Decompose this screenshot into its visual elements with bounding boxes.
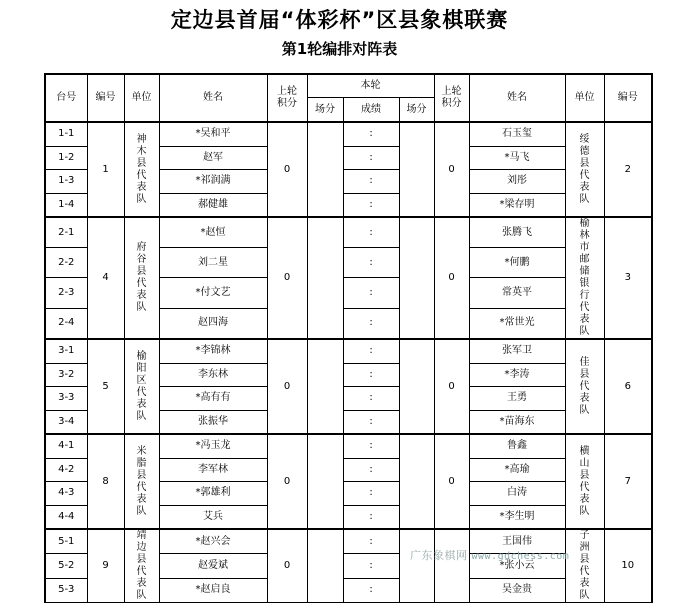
result-cell: : bbox=[343, 387, 399, 411]
header-unit-right: 单位 bbox=[565, 74, 604, 122]
right-prev-score: 0 bbox=[434, 339, 469, 434]
left-prev-score: 0 bbox=[267, 217, 307, 339]
left-team-unit bbox=[124, 529, 159, 603]
right-team-unit bbox=[565, 434, 604, 529]
right-match-score bbox=[399, 122, 434, 217]
right-player-name: 常英平 bbox=[469, 278, 565, 308]
right-prev-score bbox=[434, 529, 469, 603]
left-team-unit-text: 神木县代表队 bbox=[136, 133, 147, 205]
table-row bbox=[45, 122, 652, 146]
left-player-name: 赵四海 bbox=[159, 308, 267, 339]
page-title: 定边县首届“体彩杯”区县象棋联赛 bbox=[170, 8, 509, 32]
right-team-number: 7 bbox=[604, 434, 652, 529]
board-cell: 1-3 bbox=[45, 170, 87, 194]
left-match-score bbox=[307, 434, 343, 529]
left-team-number: 5 bbox=[87, 339, 124, 434]
right-prev-score: 0 bbox=[434, 434, 469, 529]
right-player-name: *梁存明 bbox=[469, 193, 565, 217]
left-player-name: *吴和平 bbox=[159, 122, 267, 146]
right-team-unit-text: 佳县代表队 bbox=[579, 356, 590, 416]
right-player-name: *马飞 bbox=[469, 146, 565, 170]
header-board: 台号 bbox=[45, 74, 87, 122]
board-cell: 3-4 bbox=[45, 410, 87, 434]
result-cell: : bbox=[343, 578, 399, 602]
header-score-left: 场分 bbox=[307, 98, 343, 123]
left-player-name: 刘二星 bbox=[159, 248, 267, 278]
right-team-number: 2 bbox=[604, 122, 652, 217]
board-cell: 1-1 bbox=[45, 122, 87, 146]
header-number-right: 编号 bbox=[604, 74, 652, 122]
result-cell: : bbox=[343, 308, 399, 339]
left-player-name: 赵军 bbox=[159, 146, 267, 170]
watermark bbox=[410, 547, 569, 563]
header-row bbox=[45, 74, 652, 98]
board-cell: 4-3 bbox=[45, 482, 87, 506]
left-team-unit bbox=[124, 339, 159, 434]
board-cell: 3-1 bbox=[45, 339, 87, 363]
left-team-number: 9 bbox=[87, 529, 124, 603]
right-team-unit-text: 榆林市邮储银行代表队 bbox=[579, 218, 590, 337]
left-player-name: 李东林 bbox=[159, 363, 267, 387]
page-subtitle: 第1轮编排对阵表 bbox=[281, 40, 398, 58]
left-team-unit bbox=[124, 217, 159, 339]
right-team-unit bbox=[565, 529, 604, 603]
header-unit-left: 单位 bbox=[124, 74, 159, 122]
watermark-site: 广东象棋网 bbox=[410, 549, 468, 562]
header-number-left: 编号 bbox=[87, 74, 124, 122]
left-player-name: 艾兵 bbox=[159, 505, 267, 529]
board-cell: 4-1 bbox=[45, 434, 87, 458]
right-team-unit-text: 横山县代表队 bbox=[579, 445, 590, 517]
board-cell: 5-3 bbox=[45, 578, 87, 602]
pairing-table bbox=[44, 73, 653, 603]
right-team-unit-text: 子洲县代表队 bbox=[579, 530, 590, 601]
left-team-number: 8 bbox=[87, 434, 124, 529]
board-cell: 1-4 bbox=[45, 193, 87, 217]
left-team-unit-text: 靖边县代表队 bbox=[136, 530, 147, 601]
right-player-name: 鲁鑫 bbox=[469, 434, 565, 458]
right-prev-score: 0 bbox=[434, 217, 469, 339]
left-prev-score: 0 bbox=[267, 122, 307, 217]
board-cell: 2-4 bbox=[45, 308, 87, 339]
result-cell: : bbox=[343, 278, 399, 308]
left-player-name: *郭雄利 bbox=[159, 482, 267, 506]
right-match-score bbox=[399, 434, 434, 529]
left-player-name: *付文艺 bbox=[159, 278, 267, 308]
left-player-name: *赵兴会 bbox=[159, 529, 267, 554]
result-cell: : bbox=[343, 217, 399, 248]
left-team-unit-text: 米脂县代表队 bbox=[136, 445, 147, 517]
result-cell: : bbox=[343, 339, 399, 363]
right-match-score bbox=[399, 339, 434, 434]
board-cell: 4-2 bbox=[45, 458, 87, 482]
left-player-name: 郝健雄 bbox=[159, 193, 267, 217]
result-cell: : bbox=[343, 363, 399, 387]
header-this-round: 本轮 bbox=[307, 74, 434, 98]
right-player-name: 白涛 bbox=[469, 482, 565, 506]
right-player-name: 石玉玺 bbox=[469, 122, 565, 146]
left-team-unit bbox=[124, 434, 159, 529]
result-cell: : bbox=[343, 193, 399, 217]
left-player-name: *赵启良 bbox=[159, 578, 267, 602]
left-team-unit-text: 榆阳区代表队 bbox=[136, 350, 147, 422]
result-cell: : bbox=[343, 529, 399, 554]
header-prev-score-left: 上轮积分 bbox=[267, 74, 307, 122]
table-row bbox=[45, 434, 652, 458]
right-team-number: 3 bbox=[604, 217, 652, 339]
right-player-name: 王国伟 bbox=[469, 529, 565, 554]
left-match-score bbox=[307, 529, 343, 603]
result-cell: : bbox=[343, 146, 399, 170]
left-player-name: 张振华 bbox=[159, 410, 267, 434]
left-player-name: 赵爱斌 bbox=[159, 554, 267, 578]
right-player-name: *高瑜 bbox=[469, 458, 565, 482]
right-match-score bbox=[399, 217, 434, 339]
left-team-unit-text: 府谷县代表队 bbox=[136, 242, 147, 313]
right-match-score bbox=[399, 529, 434, 603]
right-team-number: 10 bbox=[604, 529, 652, 603]
right-team-unit-text: 绥德县代表队 bbox=[579, 133, 590, 205]
left-player-name: 李军林 bbox=[159, 458, 267, 482]
result-cell: : bbox=[343, 410, 399, 434]
board-cell: 5-2 bbox=[45, 554, 87, 578]
left-team-number: 4 bbox=[87, 217, 124, 339]
header-name-left: 姓名 bbox=[159, 74, 267, 122]
right-player-name: *何鹏 bbox=[469, 248, 565, 278]
result-cell: : bbox=[343, 170, 399, 194]
result-cell: : bbox=[343, 482, 399, 506]
right-player-name: 刘彤 bbox=[469, 170, 565, 194]
left-player-name: *祁润满 bbox=[159, 170, 267, 194]
table-row bbox=[45, 339, 652, 363]
right-team-number: 6 bbox=[604, 339, 652, 434]
table-row bbox=[45, 217, 652, 248]
right-player-name: 张腾飞 bbox=[469, 217, 565, 248]
left-player-name: *高有有 bbox=[159, 387, 267, 411]
left-player-name: *李锦林 bbox=[159, 339, 267, 363]
board-cell: 2-2 bbox=[45, 248, 87, 278]
right-player-name: *李生明 bbox=[469, 505, 565, 529]
left-player-name: *冯玉龙 bbox=[159, 434, 267, 458]
board-cell: 3-3 bbox=[45, 387, 87, 411]
board-cell: 5-1 bbox=[45, 529, 87, 554]
right-player-name: *李涛 bbox=[469, 363, 565, 387]
result-cell: : bbox=[343, 434, 399, 458]
right-player-name: 张军卫 bbox=[469, 339, 565, 363]
right-prev-score: 0 bbox=[434, 122, 469, 217]
result-cell: : bbox=[343, 505, 399, 529]
left-match-score bbox=[307, 339, 343, 434]
left-prev-score: 0 bbox=[267, 434, 307, 529]
left-match-score bbox=[307, 122, 343, 217]
board-cell: 3-2 bbox=[45, 363, 87, 387]
right-player-name: 王勇 bbox=[469, 387, 565, 411]
board-cell: 2-3 bbox=[45, 278, 87, 308]
board-cell: 4-4 bbox=[45, 505, 87, 529]
result-cell: : bbox=[343, 122, 399, 146]
right-team-unit bbox=[565, 217, 604, 339]
board-cell: 2-1 bbox=[45, 217, 87, 248]
left-match-score bbox=[307, 217, 343, 339]
right-player-name: *张小云 bbox=[469, 554, 565, 578]
header-prev-score-right: 上轮积分 bbox=[434, 74, 469, 122]
board-cell: 1-2 bbox=[45, 146, 87, 170]
result-cell: : bbox=[343, 458, 399, 482]
right-team-unit bbox=[565, 122, 604, 217]
right-player-name: *苗海东 bbox=[469, 410, 565, 434]
header-score-right: 场分 bbox=[399, 98, 434, 123]
header-result: 成绩 bbox=[343, 98, 399, 123]
left-prev-score: 0 bbox=[267, 339, 307, 434]
right-player-name: *常世光 bbox=[469, 308, 565, 339]
watermark-url: www.gdchess.com bbox=[471, 551, 570, 562]
left-team-number: 1 bbox=[87, 122, 124, 217]
left-prev-score: 0 bbox=[267, 529, 307, 603]
result-cell: : bbox=[343, 248, 399, 278]
left-player-name: *赵恒 bbox=[159, 217, 267, 248]
header-name-right: 姓名 bbox=[469, 74, 565, 122]
right-player-name: 吴金贵 bbox=[469, 578, 565, 602]
right-team-unit bbox=[565, 339, 604, 434]
left-team-unit bbox=[124, 122, 159, 217]
result-cell: : bbox=[343, 554, 399, 578]
